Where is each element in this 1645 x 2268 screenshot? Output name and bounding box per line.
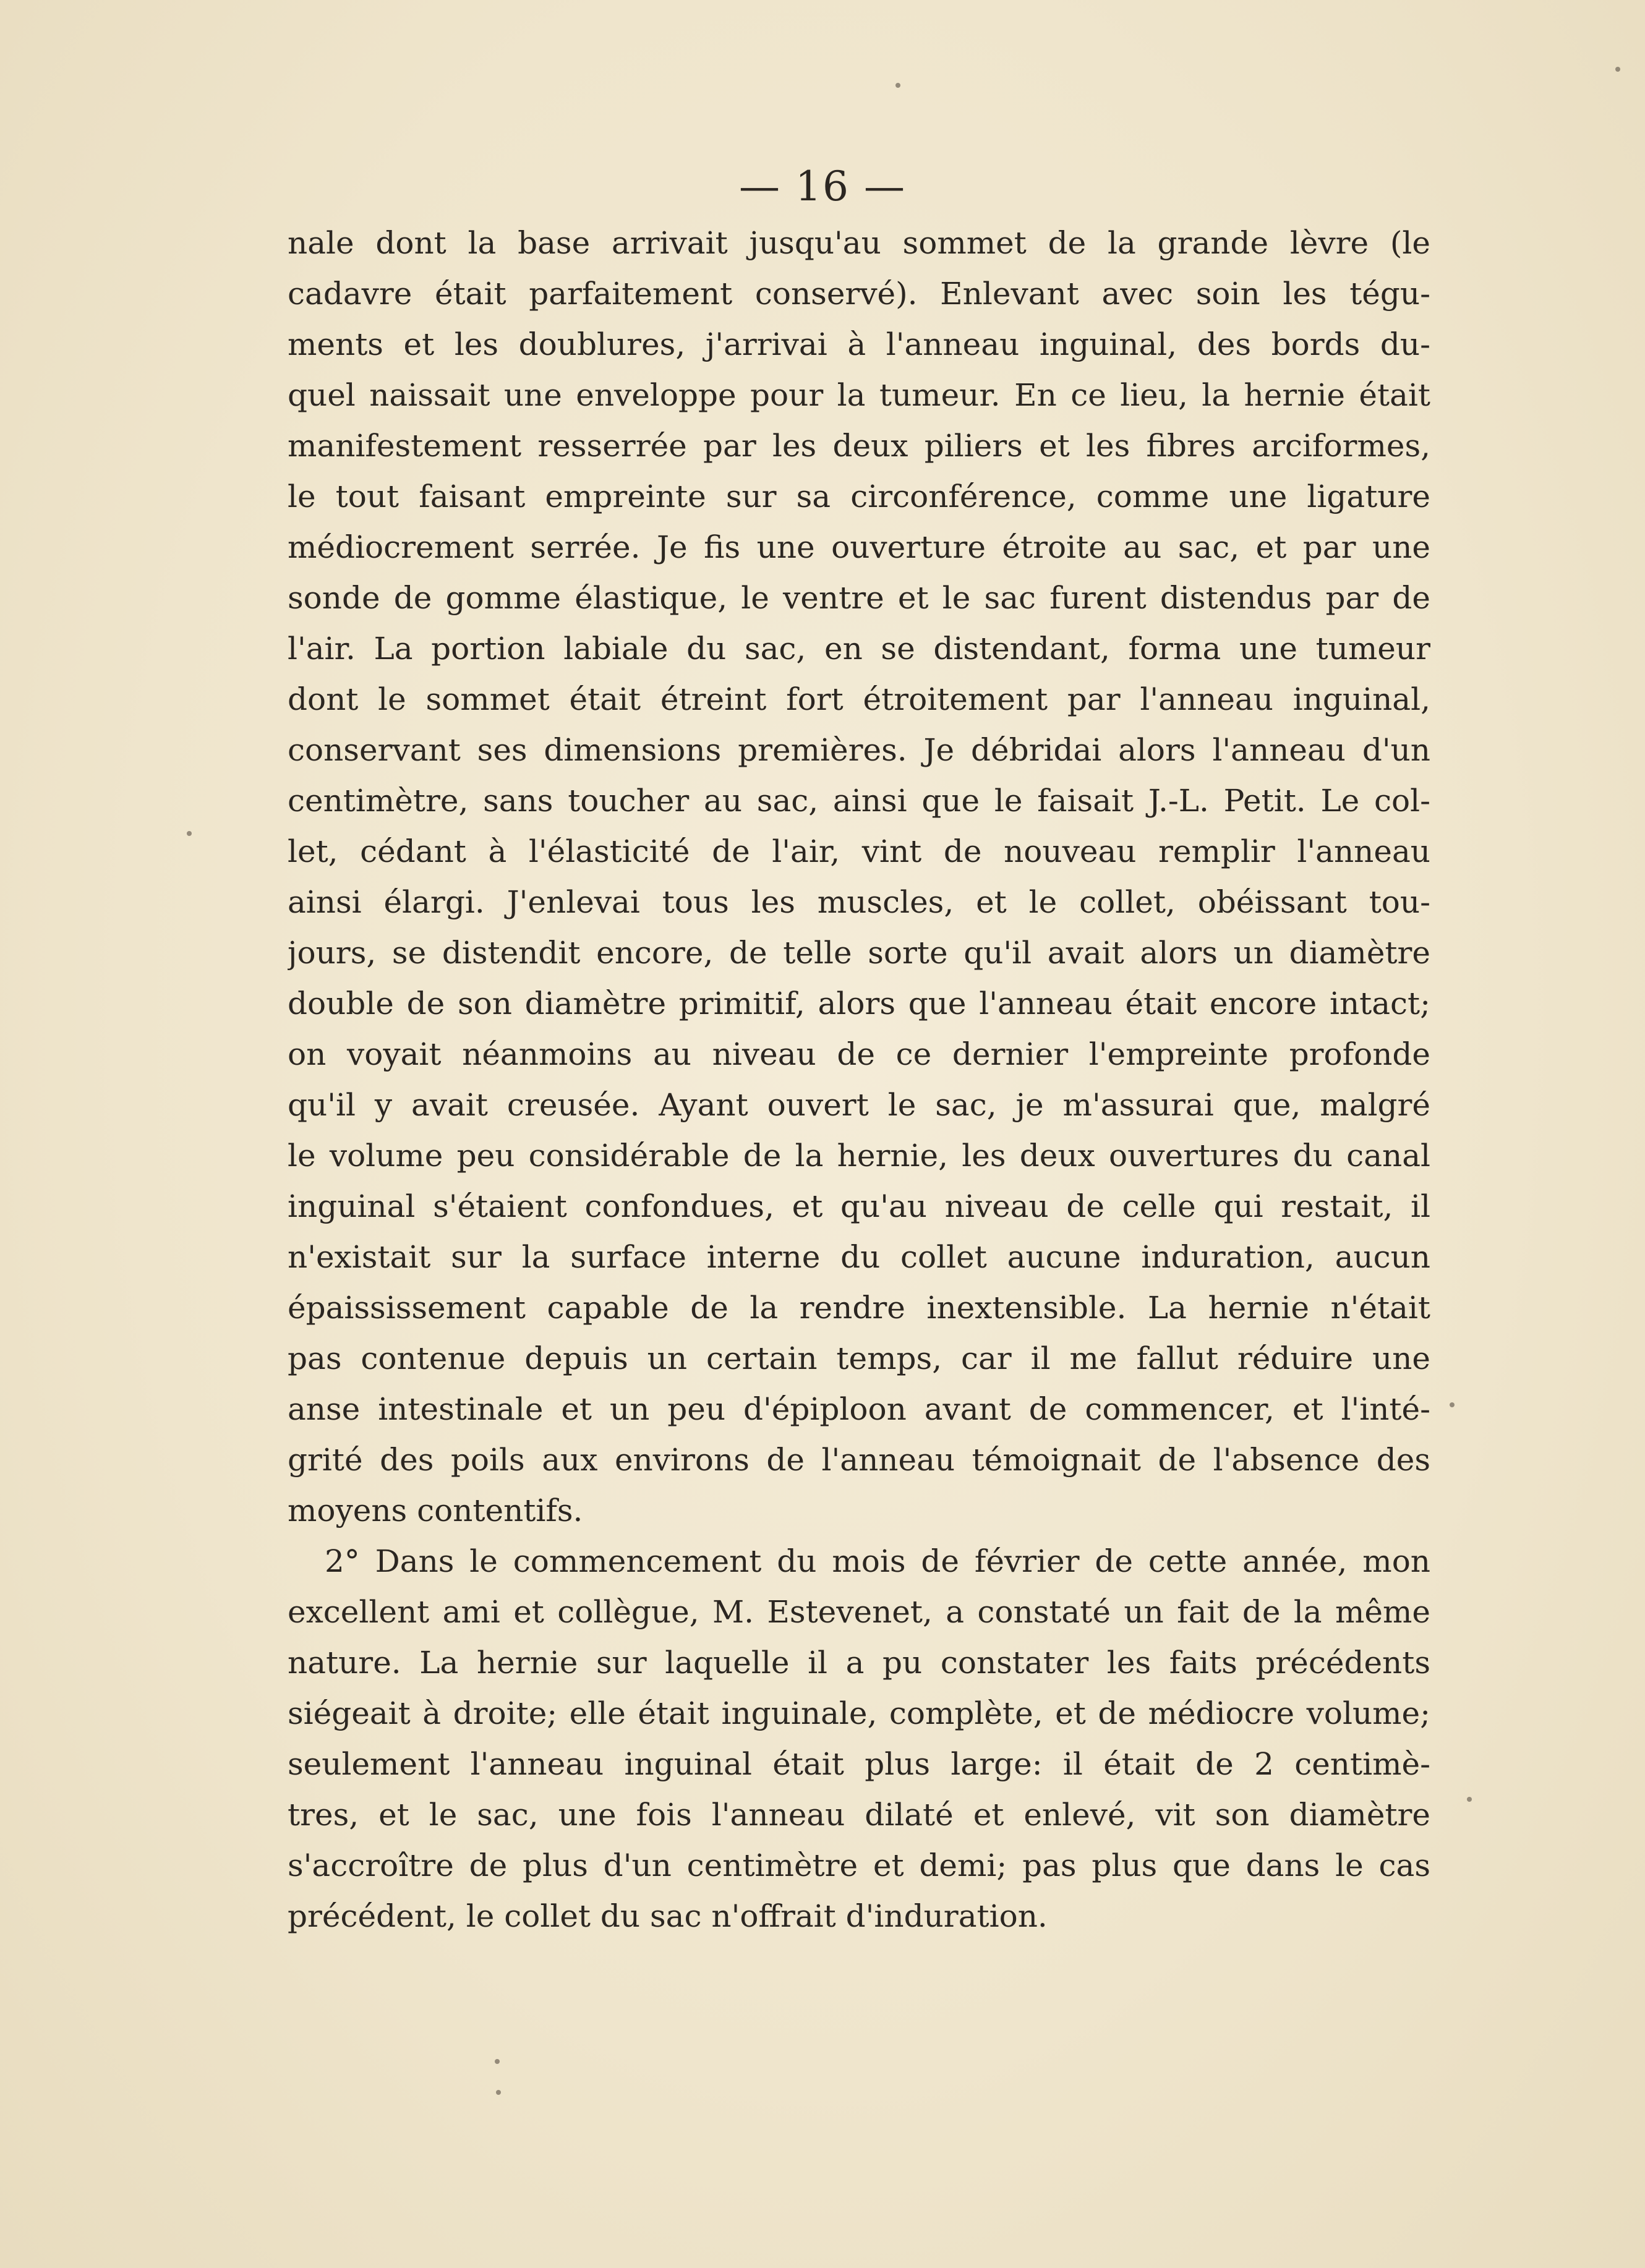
text-line: le tout faisant empreinte sur sa circonférence, comme une ligature: [288, 479, 1430, 514]
text-line: sonde de gomme élastique, le ventre et le sac furent distendus par de: [288, 580, 1430, 616]
text-line: l'air. La portion labiale du sac, en se distendant, forma une tumeur: [288, 631, 1430, 667]
paper-speck: [187, 831, 192, 836]
text-line: inguinal s'étaient confondues, et qu'au niveau de celle qui restait, il: [288, 1188, 1430, 1224]
text-line: tres, et le sac, une fois l'anneau dilaté et enlevé, vit son diamètre: [288, 1797, 1430, 1833]
text-line: n'existait sur la surface interne du collet aucune induration, aucun: [288, 1239, 1430, 1275]
text-line: précédent, le collet du sac n'offrait d'induration.: [288, 1898, 1048, 1934]
text-line: pas contenue depuis un certain temps, car il me fallut réduire une: [288, 1341, 1430, 1376]
text-line: siégeait à droite; elle était inguinale, complète, et de médiocre volume;: [288, 1695, 1430, 1731]
text-line: let, cédant à l'élasticité de l'air, vint de nouveau remplir l'anneau: [288, 833, 1430, 869]
paper-speck: [496, 2090, 501, 2095]
paper-speck: [895, 83, 900, 88]
page-number: — 16 —: [739, 163, 906, 210]
paper-speck: [1615, 67, 1620, 72]
text-line: nale dont la base arrivait jusqu'au sommet de la grande lèvre (le: [288, 225, 1430, 261]
text-line: 2° Dans le commencement du mois de février de cette année, mon: [325, 1543, 1430, 1579]
text-line: jours, se distendit encore, de telle sorte qu'il avait alors un diamètre: [288, 935, 1430, 971]
paper-speck: [495, 2059, 500, 2064]
text-line: médiocrement serrée. Je fis une ouverture étroite au sac, et par une: [288, 529, 1430, 565]
text-line: ainsi élargi. J'enlevai tous les muscles, et le collet, obéissant tou-: [288, 884, 1430, 920]
paper-speck: [1467, 1797, 1472, 1802]
text-line: quel naissait une enveloppe pour la tumeur. En ce lieu, la hernie était: [288, 377, 1430, 413]
text-line: s'accroître de plus d'un centimètre et demi; pas plus que dans le cas: [288, 1848, 1430, 1883]
text-line: qu'il y avait creusée. Ayant ouvert le sac, je m'assurai que, malgré: [288, 1087, 1430, 1123]
text-line: seulement l'anneau inguinal était plus large: il était de 2 centimè-: [288, 1746, 1430, 1782]
paper-speck: [1450, 1402, 1455, 1407]
text-line: double de son diamètre primitif, alors que l'anneau était encore intact;: [288, 986, 1430, 1021]
text-line: ments et les doublures, j'arrivai à l'anneau inguinal, des bords du-: [288, 326, 1430, 362]
text-line: le volume peu considérable de la hernie, les deux ouvertures du canal: [288, 1138, 1430, 1174]
text-line: épaississement capable de la rendre inextensible. La hernie n'était: [288, 1290, 1430, 1326]
text-line: moyens contentifs.: [288, 1493, 583, 1528]
text-line: conservant ses dimensions premières. Je débridai alors l'anneau d'un: [288, 732, 1430, 768]
body-text: [288, 218, 1430, 1942]
text-line: dont le sommet était étreint fort étroitement par l'anneau inguinal,: [288, 681, 1430, 717]
text-line: excellent ami et collègue, M. Estevenet, a constaté un fait de la même: [288, 1594, 1430, 1630]
text-line: on voyait néanmoins au niveau de ce dernier l'empreinte profonde: [288, 1036, 1430, 1072]
text-line: centimètre, sans toucher au sac, ainsi que le faisait J.-L. Petit. Le col-: [288, 783, 1430, 819]
text-line: cadavre était parfaitement conservé). Enlevant avec soin les tégu-: [288, 276, 1430, 312]
text-line: grité des poils aux environs de l'anneau témoignait de l'absence des: [288, 1442, 1430, 1478]
text-line: manifestement resserrée par les deux piliers et les fibres arciformes,: [288, 428, 1430, 464]
text-line: anse intestinale et un peu d'épiploon avant de commencer, et l'inté-: [288, 1391, 1430, 1427]
text-line: nature. La hernie sur laquelle il a pu constater les faits précédents: [288, 1645, 1430, 1681]
